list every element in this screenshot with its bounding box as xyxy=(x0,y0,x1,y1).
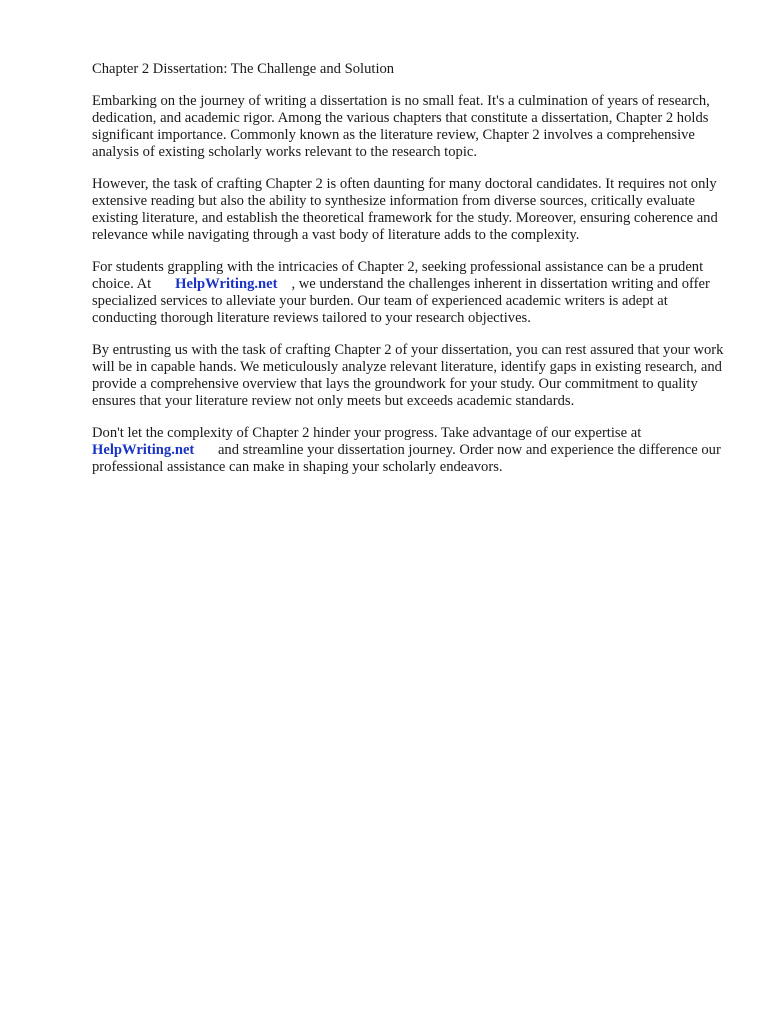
helpwriting-link-closing[interactable]: HelpWriting.net xyxy=(92,442,195,458)
paragraph-challenge: However, the task of crafting Chapter 2 is often daunting for many doctoral candidates. It requires not only extensive reading but also the ability to synthesize information from diverse sources, critically evaluate existing literature, and establish the theoretical framework for the study. Moreover, ensuring coherence and relevance while navigating through a vast body of literature adds to the complexity. xyxy=(92,176,718,243)
document-title: Chapter 2 Dissertation: The Challenge and Solution xyxy=(92,61,395,77)
paragraph-assistance xyxy=(92,259,728,327)
paragraph-trust: By entrusting us with the task of crafting Chapter 2 of your dissertation, you can rest assured that your work will be in capable hands. We meticulously analyze relevant literature, identify gaps in existing research, and provide a comprehensive overview that lays the groundwork for your study. Our commitment to quality ensures that your literature review not only meets but exceeds academic standards. xyxy=(92,342,724,409)
paragraph-assistance-text-after: , we understand the challenges inherent in dissertation writing and offer specialized services to alleviate your burden. Our team of experienced academic writers is adept at conducting thorough literature reviews tailored to your research objectives. xyxy=(92,276,710,326)
paragraph-intro: Embarking on the journey of writing a dissertation is no small feat. It's a culmination of years of research, dedication, and academic rigor. Among the various chapters that constitute a dissertation, Chapter 2 holds significant importance. Commonly known as the literature review, Chapter 2 involves a comprehensive analysis of existing scholarly works relevant to the research topic. xyxy=(92,93,710,160)
paragraph-closing-text-after: and streamline your dissertation journey. Order now and experience the difference our professional assistance can make in shaping your scholarly endeavors. xyxy=(92,442,721,475)
paragraph-assistance-text-before: For students grappling with the intricacies of Chapter 2, seeking professional assistance can be a prudent choice. At xyxy=(92,259,704,292)
document-content xyxy=(92,61,728,491)
paragraph-closing-text-before: Don't let the complexity of Chapter 2 hinder your progress. Take advantage of our expertise at xyxy=(92,425,642,441)
helpwriting-link[interactable]: HelpWriting.net xyxy=(175,276,278,292)
paragraph-closing xyxy=(92,425,728,476)
